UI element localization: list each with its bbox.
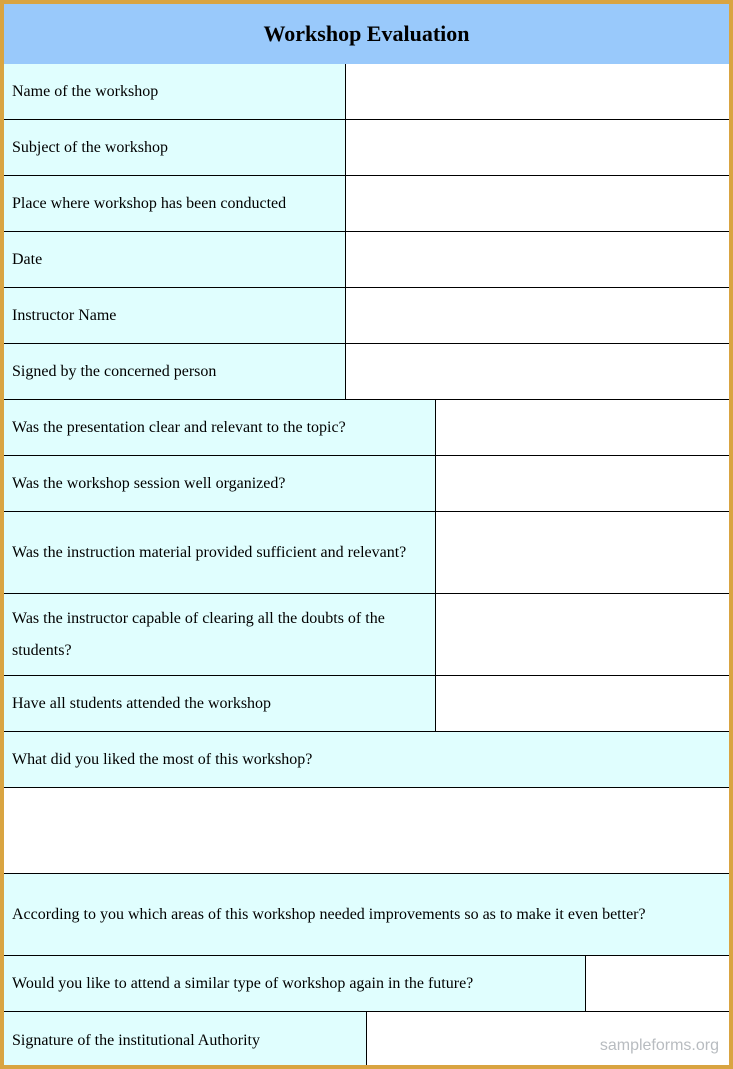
question-label: Was the instructor capable of clearing all the doubts of the students? <box>4 594 436 675</box>
subject-input[interactable] <box>346 120 729 175</box>
open-question-row-liked <box>4 732 729 788</box>
field-row-instructor <box>4 288 729 344</box>
workshop-name-input[interactable] <box>346 64 729 119</box>
field-label: Place where workshop has been conducted <box>4 176 346 231</box>
field-label: Subject of the workshop <box>4 120 346 175</box>
attend-again-answer[interactable] <box>586 956 729 1011</box>
date-input[interactable] <box>346 232 729 287</box>
attendance-answer[interactable] <box>436 676 729 731</box>
field-label: Name of the workshop <box>4 64 346 119</box>
question-label: Have all students attended the workshop <box>4 676 436 731</box>
open-question-row-improvements <box>4 874 729 956</box>
field-row-workshop-name <box>4 64 729 120</box>
field-row-date <box>4 232 729 288</box>
material-answer[interactable] <box>436 512 729 593</box>
field-label: Instructor Name <box>4 288 346 343</box>
open-question-label: According to you which areas of this workshop needed improvements so as to make it even better? <box>4 874 729 955</box>
field-label: Signed by the concerned person <box>4 344 346 399</box>
liked-answer-input[interactable] <box>4 788 729 873</box>
doubts-answer[interactable] <box>436 594 729 675</box>
instructor-name-input[interactable] <box>346 288 729 343</box>
question-label: Was the workshop session well organized? <box>4 456 436 511</box>
question-label: Would you like to attend a similar type of workshop again in the future? <box>4 956 586 1011</box>
question-row-organized <box>4 456 729 512</box>
field-row-signed-by <box>4 344 729 400</box>
field-label: Date <box>4 232 346 287</box>
place-input[interactable] <box>346 176 729 231</box>
open-question-label: What did you liked the most of this workshop? <box>4 732 729 787</box>
question-row-attend-again <box>4 956 729 1012</box>
question-row-material <box>4 512 729 594</box>
question-row-doubts <box>4 594 729 676</box>
liked-answer-area <box>4 788 729 874</box>
question-row-presentation <box>4 400 729 456</box>
form-title: Workshop Evaluation <box>4 4 729 65</box>
presentation-answer[interactable] <box>436 400 729 455</box>
question-label: Was the instruction material provided sufficient and relevant? <box>4 512 436 593</box>
question-row-attendance <box>4 676 729 732</box>
question-label: Was the presentation clear and relevant to the topic? <box>4 400 436 455</box>
field-row-subject <box>4 120 729 176</box>
signed-by-input[interactable] <box>346 344 729 399</box>
watermark: sampleforms.org <box>599 1037 719 1054</box>
field-row-place <box>4 176 729 232</box>
organized-answer[interactable] <box>436 456 729 511</box>
signature-label: Signature of the institutional Authority <box>4 1012 367 1069</box>
